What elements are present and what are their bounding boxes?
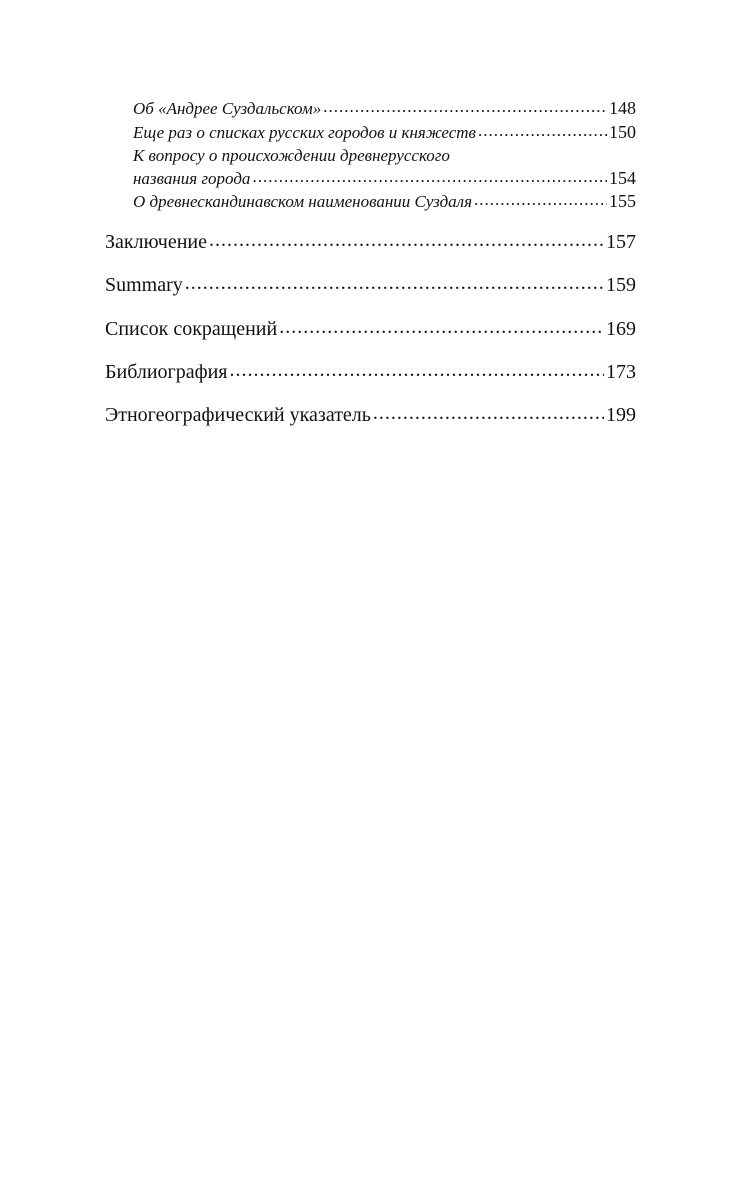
toc-entry-title: Еще раз о списках русских городов и княжеств — [133, 123, 476, 142]
toc-entry-title: Об «Андрее Суздальском» — [133, 99, 322, 118]
dot-leader — [279, 316, 604, 339]
toc-entry[interactable] — [105, 361, 636, 384]
dot-leader — [323, 97, 607, 117]
toc-entry-page: 155 — [609, 191, 636, 211]
toc-entry-page: 148 — [609, 98, 636, 118]
toc-entry-title: Заключение — [105, 231, 207, 253]
dot-leader — [230, 359, 605, 382]
toc-entry-title: О древнескандинавском наименовании Суздаля — [133, 192, 472, 211]
dot-leader — [209, 229, 604, 252]
toc-entry-page: 159 — [606, 274, 636, 296]
dot-leader — [474, 190, 607, 210]
toc-entry-page: 154 — [609, 168, 636, 188]
dot-leader — [373, 402, 604, 425]
toc-entry-page: 169 — [606, 318, 636, 340]
toc-entry[interactable] — [105, 274, 636, 297]
toc-entry-title: названия города — [133, 169, 251, 188]
dot-leader — [478, 121, 607, 141]
dot-leader — [252, 167, 607, 187]
toc-entry-page: 173 — [606, 361, 636, 383]
toc-entry-page: 157 — [606, 231, 636, 253]
toc-entry[interactable] — [133, 122, 636, 143]
toc-entry-title-line1: К вопросу о происхождении древнерусского — [133, 146, 450, 165]
toc-entry-title: Этногеографический указатель — [105, 404, 371, 426]
toc-entry-title: Библиография — [105, 361, 228, 383]
toc-entry-title: Summary — [105, 274, 183, 296]
toc-entry[interactable] — [133, 168, 636, 189]
toc-entry-page: 150 — [609, 122, 636, 142]
toc-entry[interactable] — [105, 404, 636, 427]
toc-entry-title: Список сокращений — [105, 318, 278, 340]
toc-entry-page: 199 — [606, 404, 636, 426]
toc-entry[interactable] — [133, 98, 636, 119]
dot-leader — [185, 272, 604, 295]
toc-entry[interactable] — [105, 231, 636, 254]
toc-entry[interactable] — [105, 318, 636, 341]
toc-entry[interactable] — [133, 191, 636, 212]
